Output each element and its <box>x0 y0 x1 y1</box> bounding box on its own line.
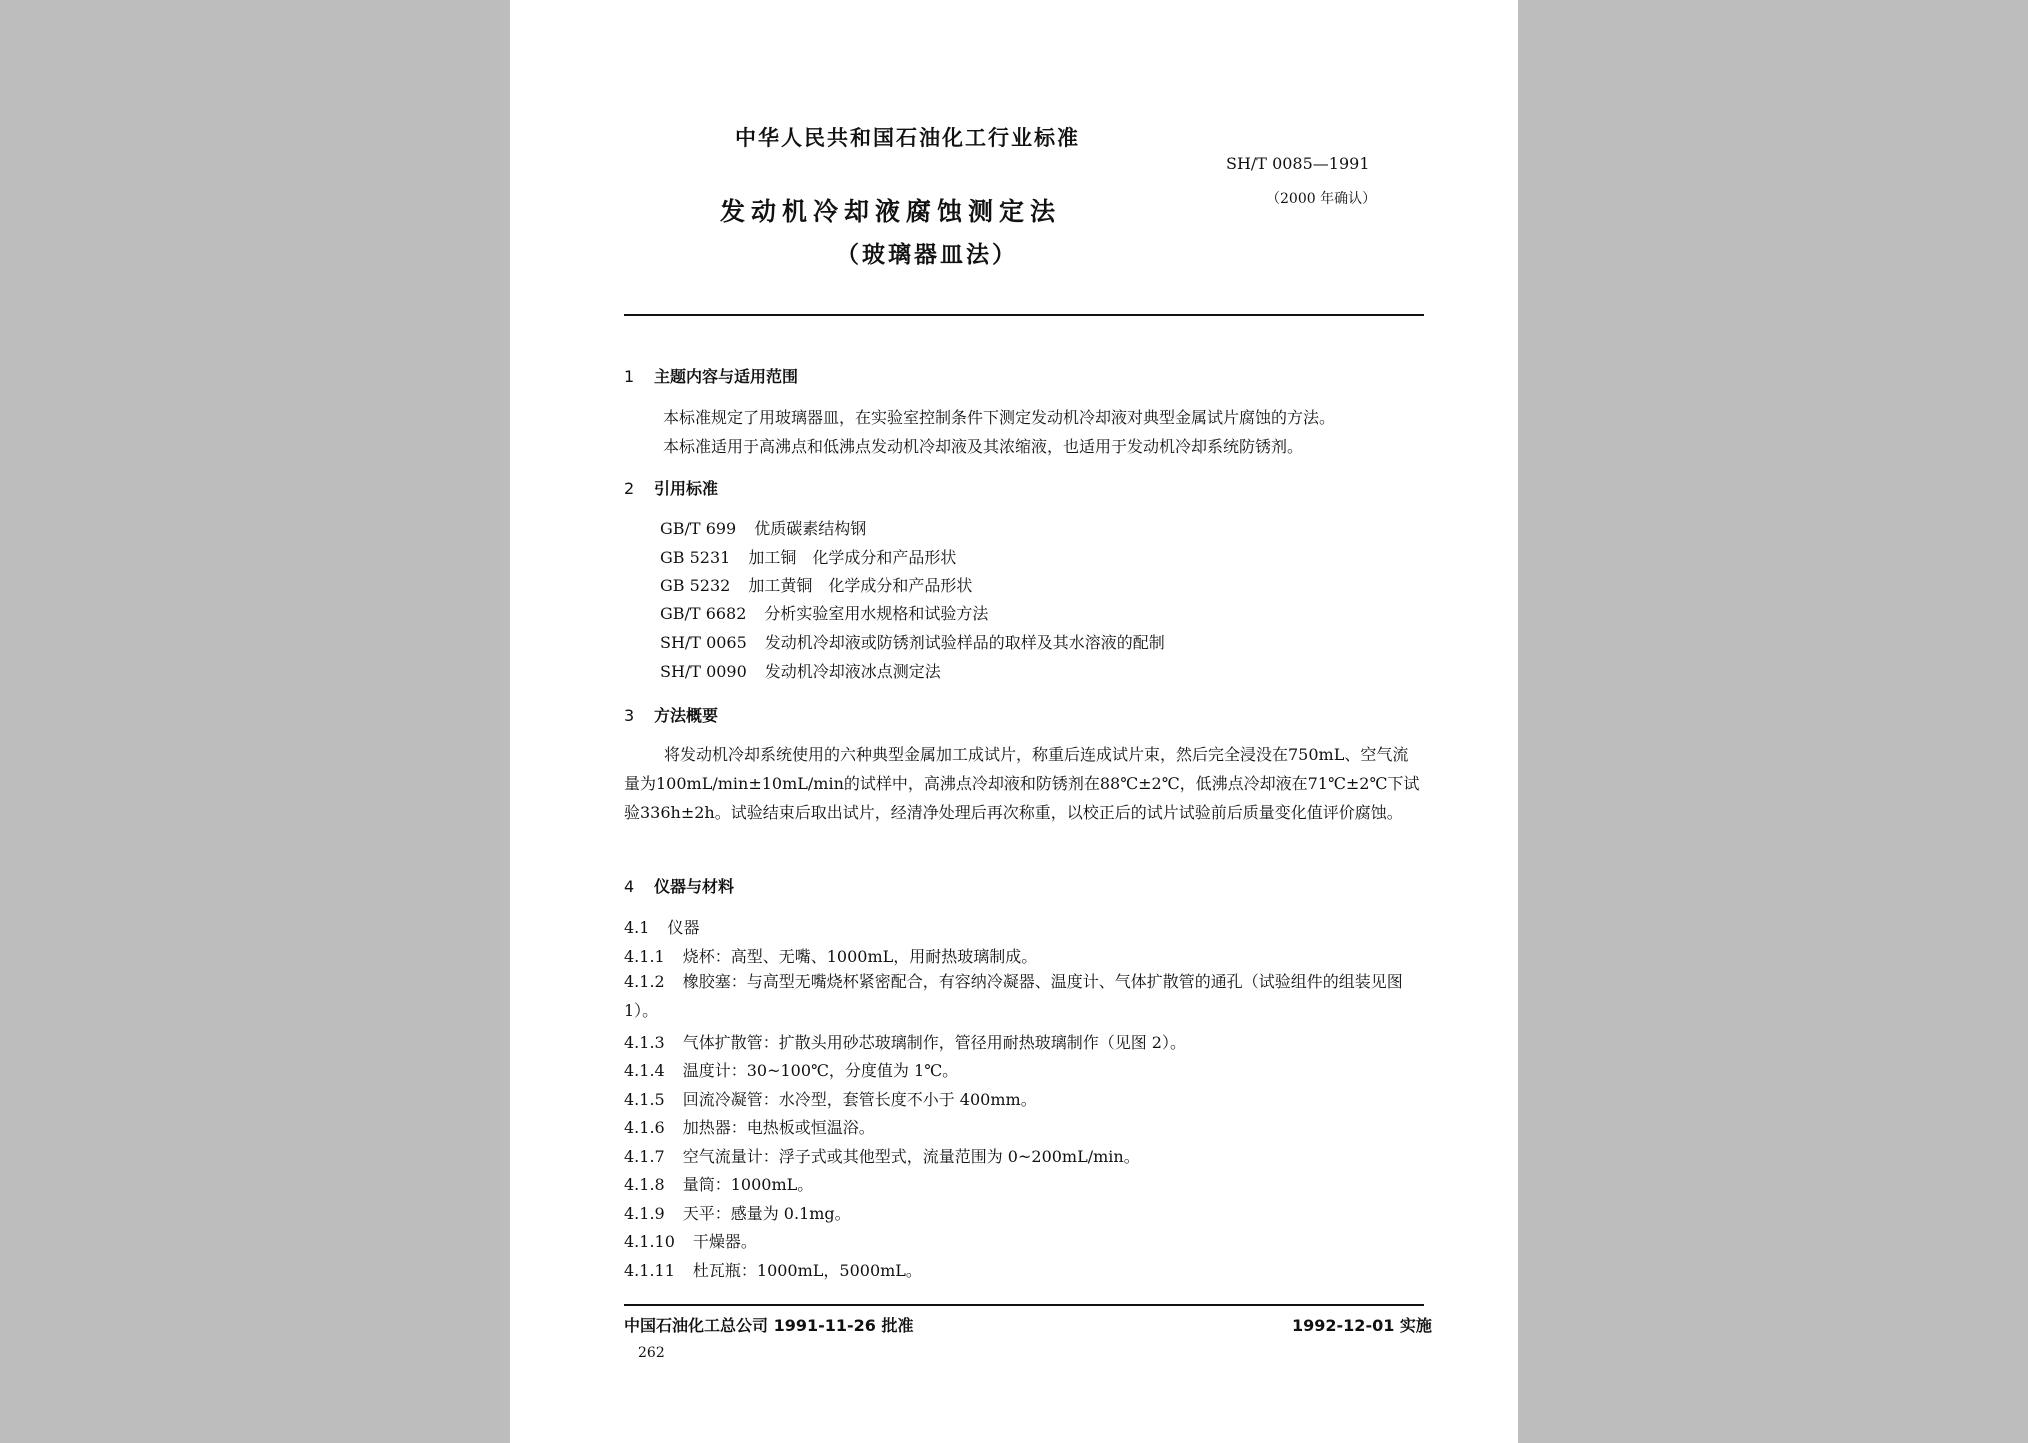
list-item: 4.1.1 烧杯：高型、无嘴、1000mL，用耐热玻璃制成。 <box>624 947 1038 966</box>
section-1-paragraph-1: 本标准规定了用玻璃器皿，在实验室控制条件下测定发动机冷却液对典型金属试片腐蚀的方法。 <box>663 408 1336 427</box>
section-3-heading: 3 方法概要 <box>624 706 719 725</box>
reference-item: SH/T 0065 发动机冷却液或防锈剂试验样品的取样及其水溶液的配制 <box>660 633 1165 652</box>
document-title: 发动机冷却液腐蚀测定法 <box>720 197 1062 226</box>
section-1-heading: 1 主题内容与适用范围 <box>624 367 799 386</box>
reference-item: GB 5232 加工黄铜 化学成分和产品形状 <box>660 576 973 595</box>
section-1-paragraph-2: 本标准适用于高沸点和低沸点发动机冷却液及其浓缩液，也适用于发动机冷却系统防锈剂。 <box>663 437 1304 456</box>
section-2-heading: 2 引用标准 <box>624 479 719 498</box>
list-item: 4.1.9 天平：感量为 0.1mg。 <box>624 1204 851 1223</box>
list-item: 4.1.5 回流冷凝管：水冷型，套管长度不小于 400mm。 <box>624 1090 1037 1109</box>
list-item: 4.1.11 杜瓦瓶：1000mL，5000mL。 <box>624 1261 922 1280</box>
header-divider <box>624 314 1424 316</box>
approval-line: 中国石油化工总公司 1991-11-26 批准 <box>624 1316 914 1335</box>
standard-confirmation: （2000 年确认） <box>1266 191 1377 207</box>
standard-code: SH/T 0085—1991 <box>1226 154 1370 173</box>
footer-divider <box>624 1304 1424 1306</box>
list-item: 4.1.8 量筒：1000mL。 <box>624 1175 814 1194</box>
reference-item: SH/T 0090 发动机冷却液冰点测定法 <box>660 662 941 681</box>
section-4-heading: 4 仪器与材料 <box>624 877 735 896</box>
list-item: 4.1.2 橡胶塞：与高型无嘴烧杯紧密配合，有容纳冷凝器、温度计、气体扩散管的通孔（试验组件的组装见图 1）。 <box>624 972 1403 1020</box>
industry-standard-heading: 中华人民共和国石油化工行业标准 <box>735 126 1080 150</box>
implementation-date: 1992-12-01 实施 <box>1292 1316 1432 1335</box>
document-page <box>510 0 1518 1443</box>
list-item: 4.1.4 温度计：30~100℃，分度值为 1℃。 <box>624 1061 959 1080</box>
page-number: 262 <box>638 1345 665 1361</box>
list-item: 4.1.6 加热器：电热板或恒温浴。 <box>624 1118 875 1137</box>
reference-item: GB/T 699 优质碳素结构钢 <box>660 519 867 538</box>
reference-item: GB 5231 加工铜 化学成分和产品形状 <box>660 548 957 567</box>
list-item: 4.1.3 气体扩散管：扩散头用砂芯玻璃制作，管径用耐热玻璃制作（见图 2）。 <box>624 1033 1186 1052</box>
list-item: 4.1.7 空气流量计：浮子式或其他型式，流量范围为 0~200mL/min。 <box>624 1147 1140 1166</box>
reference-item: GB/T 6682 分析实验室用水规格和试验方法 <box>660 604 989 623</box>
subsection-4-1: 4.1 仪器 <box>624 918 700 937</box>
list-item: 4.1.10 干燥器。 <box>624 1232 757 1251</box>
section-3-paragraph: 将发动机冷却系统使用的六种典型金属加工成试片，称重后连成试片束，然后完全浸没在750mL、空气流量为100mL/min±10mL/min的试样中，高沸点冷却液和防锈剂在88℃±2℃，低沸点冷却液在71℃±2℃下试验336h±2h。试验结束后取出试片，经清净处理后再次称重，以校正后的试片试验前后质量变化值评价腐蚀。 <box>624 745 1420 822</box>
document-subtitle: （玻璃器皿法） <box>836 242 1018 268</box>
